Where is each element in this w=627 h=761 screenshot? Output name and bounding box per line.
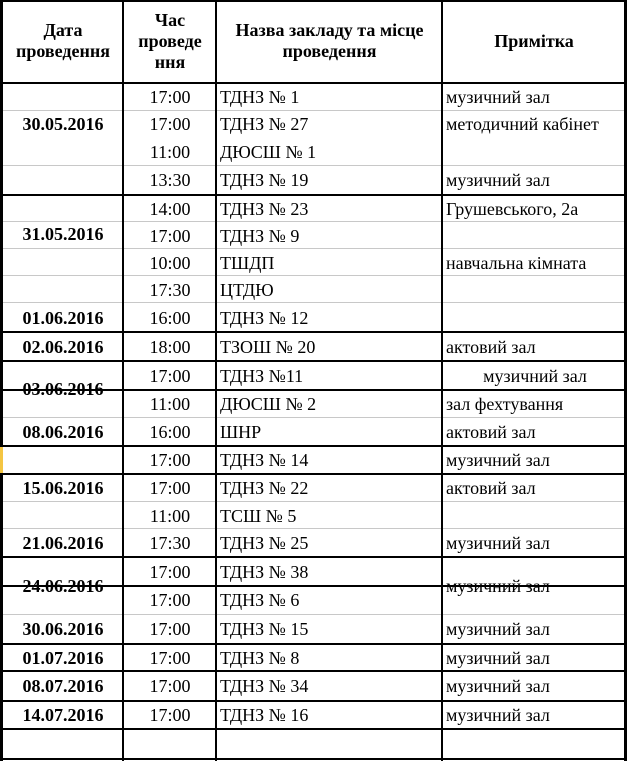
place-cell: ТДНЗ № 15 bbox=[220, 619, 309, 639]
note-cell: Грушевського, 2а bbox=[446, 198, 579, 219]
note-cell: музичний зал bbox=[446, 450, 550, 470]
place-cell: ТСШ № 5 bbox=[220, 505, 297, 526]
time-cell: 17:00 bbox=[149, 365, 191, 386]
column-divider bbox=[122, 0, 124, 761]
row-divider bbox=[0, 0, 627, 2]
note-cell: методичний кабінет bbox=[446, 114, 599, 134]
time-cell: 11:00 bbox=[149, 141, 191, 162]
place-cell: ТДНЗ № 27 bbox=[220, 114, 309, 134]
time-cell: 11:00 bbox=[149, 393, 191, 414]
note-cell: музичний зал bbox=[446, 647, 550, 668]
note-cell: музичний зал bbox=[446, 705, 550, 725]
date-cell: 30.06.2016 bbox=[22, 619, 104, 639]
place-cell: ТДНЗ № 1 bbox=[220, 86, 300, 107]
note-cell: музичний зал bbox=[446, 533, 550, 553]
row-divider bbox=[0, 758, 627, 760]
place-cell: ТДНЗ № 12 bbox=[220, 307, 309, 328]
column-divider bbox=[0, 0, 3, 761]
date-cell: 30.05.2016 bbox=[22, 114, 104, 134]
date-cell: 15.06.2016 bbox=[22, 477, 104, 498]
time-cell: 17:00 bbox=[149, 478, 191, 498]
time-cell: 17:00 bbox=[149, 619, 191, 639]
place-cell: ЦТДЮ bbox=[220, 279, 274, 300]
note-cell: музичний зал bbox=[446, 170, 550, 190]
time-cell: 17:00 bbox=[149, 86, 191, 107]
time-cell: 17:00 bbox=[149, 590, 191, 610]
time-cell: 18:00 bbox=[149, 336, 191, 357]
place-cell: ТДНЗ № 25 bbox=[220, 533, 309, 553]
note-cell: актовий зал bbox=[446, 421, 536, 442]
note-cell: актовий зал bbox=[446, 478, 536, 498]
time-cell: 17:00 bbox=[149, 450, 191, 470]
time-cell: 17:00 bbox=[149, 647, 191, 668]
place-cell: ТДНЗ № 23 bbox=[220, 198, 309, 219]
time-cell: 17:00 bbox=[149, 676, 191, 696]
date-cell: 08.06.2016 bbox=[22, 421, 104, 442]
time-cell: 17:30 bbox=[149, 279, 191, 300]
place-cell: ШНР bbox=[220, 421, 262, 442]
place-cell: ТЗОШ № 20 bbox=[220, 336, 316, 357]
place-cell: ТДНЗ № 14 bbox=[220, 450, 309, 470]
date-cell: 31.05.2016 bbox=[22, 224, 104, 244]
column-divider bbox=[441, 0, 443, 761]
date-cell: 14.07.2016 bbox=[22, 705, 104, 725]
date-cell: 21.06.2016 bbox=[22, 533, 104, 553]
time-cell: 10:00 bbox=[149, 252, 191, 273]
place-cell: ТДНЗ № 34 bbox=[220, 676, 309, 696]
time-cell: 17:00 bbox=[149, 705, 191, 725]
place-cell: ТДНЗ № 16 bbox=[220, 705, 309, 725]
time-cell: 17:00 bbox=[149, 225, 191, 246]
date-cell: 24.06.2016 bbox=[22, 575, 104, 596]
date-cell: 02.06.2016 bbox=[22, 336, 104, 357]
note-cell: музичний зал bbox=[446, 619, 550, 639]
time-cell: 17:30 bbox=[149, 533, 191, 553]
time-cell: 14:00 bbox=[149, 198, 191, 219]
place-cell: ДЮСШ № 1 bbox=[220, 141, 317, 162]
column-divider bbox=[215, 0, 217, 761]
date-cell: 01.06.2016 bbox=[22, 307, 104, 328]
time-cell: 11:00 bbox=[149, 505, 191, 526]
note-cell: музичний зал bbox=[446, 86, 550, 107]
place-cell: ТДНЗ №11 bbox=[220, 365, 304, 386]
note-cell: музичний зал bbox=[446, 676, 550, 696]
time-cell: 16:00 bbox=[149, 421, 191, 442]
time-cell: 16:00 bbox=[149, 307, 191, 328]
place-cell: ТШДП bbox=[220, 252, 275, 273]
time-cell: 13:30 bbox=[149, 170, 191, 190]
place-cell: ТДНЗ № 6 bbox=[220, 590, 300, 610]
header-date: Дата проведення bbox=[16, 20, 110, 61]
place-cell: ТДНЗ № 38 bbox=[220, 561, 309, 582]
date-cell: 01.07.2016 bbox=[22, 647, 104, 668]
header-place: Назва закладу та місце проведення bbox=[235, 20, 424, 61]
header-note: Примітка bbox=[494, 30, 574, 51]
header-time: Час проведе ння bbox=[138, 9, 202, 72]
note-cell-merged: музичний зал bbox=[446, 575, 550, 596]
place-cell: ТДНЗ № 19 bbox=[220, 170, 309, 190]
date-cell: 08.07.2016 bbox=[22, 676, 104, 696]
note-cell: актовий зал bbox=[446, 336, 536, 357]
time-cell: 17:00 bbox=[149, 114, 191, 134]
place-cell: ТДНЗ № 22 bbox=[220, 478, 309, 498]
place-cell: ДЮСШ № 2 bbox=[220, 393, 317, 414]
place-cell: ТДНЗ № 9 bbox=[220, 225, 300, 246]
note-cell: навчальна кімната bbox=[446, 252, 587, 273]
note-cell: зал фехтування bbox=[446, 393, 564, 414]
row-highlight-marker bbox=[0, 447, 3, 473]
date-cell: 03.06.2016 bbox=[22, 379, 104, 399]
place-cell: ТДНЗ № 8 bbox=[220, 647, 300, 668]
time-cell: 17:00 bbox=[149, 561, 191, 582]
note-cell: музичний зал bbox=[483, 365, 587, 386]
